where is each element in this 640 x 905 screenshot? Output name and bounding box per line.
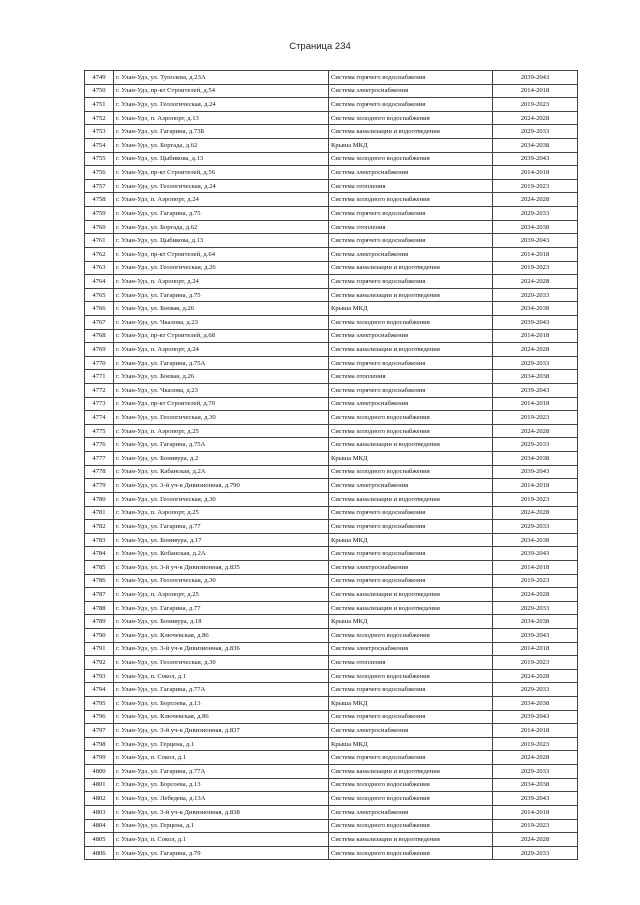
address-cell: г. Улан-Удэ, пр-кт Строителей, д.54 <box>114 84 329 98</box>
system-cell: Система холодного водоснабжения <box>329 152 493 166</box>
system-cell: Система электроснабжения <box>329 642 493 656</box>
table-row <box>85 846 578 860</box>
row-number-cell: 4771 <box>85 370 114 384</box>
repair-schedule-table <box>84 70 578 860</box>
row-number-cell: 4796 <box>85 710 114 724</box>
table-body <box>85 71 578 860</box>
system-cell: Система электроснабжения <box>329 329 493 343</box>
row-number-cell: 4789 <box>85 615 114 629</box>
row-number-cell: 4772 <box>85 384 114 398</box>
row-number-cell: 4805 <box>85 833 114 847</box>
system-cell: Система канализации и водоотведения <box>329 125 493 139</box>
period-cell: 2019-2023 <box>493 574 578 588</box>
period-cell: 2039-2043 <box>493 384 578 398</box>
row-number-cell: 4786 <box>85 574 114 588</box>
table-row <box>85 288 578 302</box>
table-row <box>85 193 578 207</box>
row-number-cell: 4797 <box>85 724 114 738</box>
period-cell: 2034-2038 <box>493 533 578 547</box>
address-cell: г. Улан-Удэ, п. Аэропорт, д.25 <box>114 424 329 438</box>
address-cell: г. Улан-Удэ, пр-кт Строителей, д.68 <box>114 329 329 343</box>
address-cell: г. Улан-Удэ, ул. Гагарина, д.77А <box>114 765 329 779</box>
period-cell: 2014-2018 <box>493 479 578 493</box>
address-cell: г. Улан-Удэ, ул. Гагарина, д.73Б <box>114 125 329 139</box>
row-number-cell: 4784 <box>85 547 114 561</box>
address-cell: г. Улан-Удэ, ул. Ключевская, д.86 <box>114 628 329 642</box>
system-cell: Система горячего водоснабжения <box>329 71 493 85</box>
system-cell: Система холодного водоснабжения <box>329 819 493 833</box>
address-cell: г. Улан-Удэ, ул. Боргада, д.62 <box>114 220 329 234</box>
system-cell: Система холодного водоснабжения <box>329 669 493 683</box>
period-cell: 2034-2038 <box>493 615 578 629</box>
period-cell: 2024-2028 <box>493 193 578 207</box>
table-row <box>85 152 578 166</box>
period-cell: 2014-2018 <box>493 560 578 574</box>
address-cell: г. Улан-Удэ, ул. Гагарина, д.75 <box>114 288 329 302</box>
row-number-cell: 4755 <box>85 152 114 166</box>
address-cell: г. Улан-Удэ, ул. Кабанская, д.2А <box>114 465 329 479</box>
system-cell: Система горячего водоснабжения <box>329 683 493 697</box>
row-number-cell: 4781 <box>85 506 114 520</box>
row-number-cell: 4806 <box>85 846 114 860</box>
address-cell: г. Улан-Удэ, ул. Гагарина, д.75А <box>114 356 329 370</box>
period-cell: 2029-2033 <box>493 438 578 452</box>
row-number-cell: 4799 <box>85 751 114 765</box>
address-cell: г. Улан-Удэ, п. Аэропорт, д.24 <box>114 343 329 357</box>
system-cell: Система горячего водоснабжения <box>329 506 493 520</box>
address-cell: г. Улан-Удэ, ул. Бонивура, д.18 <box>114 615 329 629</box>
system-cell: Система горячего водоснабжения <box>329 98 493 112</box>
address-cell: г. Улан-Удэ, ул. Геологическая, д.30 <box>114 574 329 588</box>
system-cell: Система отопления <box>329 179 493 193</box>
table-row <box>85 384 578 398</box>
table-row <box>85 765 578 779</box>
row-number-cell: 4776 <box>85 438 114 452</box>
table-row <box>85 424 578 438</box>
system-cell: Система канализации и водоотведения <box>329 438 493 452</box>
period-cell: 2024-2028 <box>493 111 578 125</box>
system-cell: Система электроснабжения <box>329 166 493 180</box>
table-row <box>85 275 578 289</box>
row-number-cell: 4802 <box>85 792 114 806</box>
table-row <box>85 574 578 588</box>
address-cell: г. Улан-Удэ, п. Аэропорт, д.25 <box>114 588 329 602</box>
system-cell: Система горячего водоснабжения <box>329 356 493 370</box>
address-cell: г. Улан-Удэ, ул. Гагарина, д.77 <box>114 520 329 534</box>
table-row <box>85 656 578 670</box>
address-cell: г. Улан-Удэ, п. Аэропорт, д.24 <box>114 193 329 207</box>
address-cell: г. Улан-Удэ, пр-кт Строителей, д.70 <box>114 397 329 411</box>
period-cell: 2014-2018 <box>493 329 578 343</box>
address-cell: г. Улан-Удэ, ул. Боевая, д.26 <box>114 302 329 316</box>
period-cell: 2024-2028 <box>493 343 578 357</box>
row-number-cell: 4788 <box>85 601 114 615</box>
table-row <box>85 479 578 493</box>
address-cell: г. Улан-Удэ, п. Сокол, д.1 <box>114 751 329 765</box>
period-cell: 2039-2043 <box>493 792 578 806</box>
period-cell: 2019-2023 <box>493 492 578 506</box>
row-number-cell: 4782 <box>85 520 114 534</box>
table-row <box>85 520 578 534</box>
table-row <box>85 724 578 738</box>
address-cell: г. Улан-Удэ, ул. Чкалова, д.23 <box>114 315 329 329</box>
system-cell: Система холодного водоснабжения <box>329 465 493 479</box>
table-row <box>85 139 578 153</box>
table-row <box>85 833 578 847</box>
table-row <box>85 343 578 357</box>
row-number-cell: 4785 <box>85 560 114 574</box>
table-row <box>85 465 578 479</box>
period-cell: 2019-2023 <box>493 98 578 112</box>
address-cell: г. Улан-Удэ, п. Аэропорт, д.25 <box>114 506 329 520</box>
address-cell: г. Улан-Удэ, п. Аэропорт, д.13 <box>114 111 329 125</box>
row-number-cell: 4795 <box>85 697 114 711</box>
period-cell: 2029-2033 <box>493 207 578 221</box>
address-cell: г. Улан-Удэ, ул. Гагарина, д.77А <box>114 683 329 697</box>
system-cell: Система канализации и водоотведения <box>329 601 493 615</box>
system-cell: Система горячего водоснабжения <box>329 207 493 221</box>
period-cell: 2019-2023 <box>493 179 578 193</box>
system-cell: Система горячего водоснабжения <box>329 275 493 289</box>
table-row <box>85 669 578 683</box>
system-cell: Система холодного водоснабжения <box>329 424 493 438</box>
period-cell: 2024-2028 <box>493 833 578 847</box>
period-cell: 2014-2018 <box>493 724 578 738</box>
row-number-cell: 4773 <box>85 397 114 411</box>
period-cell: 2039-2043 <box>493 234 578 248</box>
table-row <box>85 697 578 711</box>
system-cell: Крыша МКД <box>329 452 493 466</box>
period-cell: 2019-2023 <box>493 261 578 275</box>
table-row <box>85 615 578 629</box>
system-cell: Крыша МКД <box>329 697 493 711</box>
system-cell: Система канализации и водоотведения <box>329 261 493 275</box>
period-cell: 2014-2018 <box>493 397 578 411</box>
table-row <box>85 683 578 697</box>
table-row <box>85 179 578 193</box>
period-cell: 2039-2043 <box>493 71 578 85</box>
system-cell: Крыша МКД <box>329 615 493 629</box>
system-cell: Система электроснабжения <box>329 805 493 819</box>
system-cell: Система электроснабжения <box>329 397 493 411</box>
address-cell: г. Улан-Удэ, ул. Боргада, д.62 <box>114 139 329 153</box>
address-cell: г. Улан-Удэ, п. Сокол, д.1 <box>114 833 329 847</box>
table-row <box>85 220 578 234</box>
period-cell: 2019-2023 <box>493 737 578 751</box>
system-cell: Система горячего водоснабжения <box>329 574 493 588</box>
period-cell: 2034-2038 <box>493 139 578 153</box>
system-cell: Система канализации и водоотведения <box>329 288 493 302</box>
period-cell: 2034-2038 <box>493 452 578 466</box>
system-cell: Система отопления <box>329 370 493 384</box>
row-number-cell: 4752 <box>85 111 114 125</box>
period-cell: 2029-2033 <box>493 601 578 615</box>
address-cell: г. Улан-Удэ, ул. Боевая, д.26 <box>114 370 329 384</box>
table-row <box>85 166 578 180</box>
address-cell: г. Улан-Удэ, ул. 3-й уч-к Дивизионная, д.838 <box>114 805 329 819</box>
table-row <box>85 98 578 112</box>
period-cell: 2014-2018 <box>493 805 578 819</box>
row-number-cell: 4767 <box>85 315 114 329</box>
row-number-cell: 4756 <box>85 166 114 180</box>
row-number-cell: 4803 <box>85 805 114 819</box>
system-cell: Система электроснабжения <box>329 479 493 493</box>
row-number-cell: 4791 <box>85 642 114 656</box>
row-number-cell: 4754 <box>85 139 114 153</box>
address-cell: г. Улан-Удэ, ул. 3-й уч-к Дивизионная, д.790 <box>114 479 329 493</box>
table-row <box>85 207 578 221</box>
table-row <box>85 805 578 819</box>
period-cell: 2029-2033 <box>493 288 578 302</box>
address-cell: г. Улан-Удэ, ул. Борсоева, д.13 <box>114 697 329 711</box>
table-row <box>85 628 578 642</box>
system-cell: Крыша МКД <box>329 737 493 751</box>
address-cell: г. Улан-Удэ, ул. Цыбикова, д.13 <box>114 234 329 248</box>
row-number-cell: 4758 <box>85 193 114 207</box>
row-number-cell: 4798 <box>85 737 114 751</box>
row-number-cell: 4765 <box>85 288 114 302</box>
row-number-cell: 4762 <box>85 247 114 261</box>
system-cell: Крыша МКД <box>329 533 493 547</box>
table-row <box>85 247 578 261</box>
address-cell: г. Улан-Удэ, пр-кт Строителей, д.56 <box>114 166 329 180</box>
table-row <box>85 560 578 574</box>
address-cell: г. Улан-Удэ, ул. Кобанская, д.2А <box>114 547 329 561</box>
period-cell: 2024-2028 <box>493 275 578 289</box>
table-row <box>85 370 578 384</box>
period-cell: 2029-2033 <box>493 765 578 779</box>
system-cell: Система канализации и водоотведения <box>329 343 493 357</box>
system-cell: Система горячего водоснабжения <box>329 710 493 724</box>
row-number-cell: 4775 <box>85 424 114 438</box>
row-number-cell: 4793 <box>85 669 114 683</box>
system-cell: Система электроснабжения <box>329 724 493 738</box>
address-cell: г. Улан-Удэ, п. Аэропорт, д.24 <box>114 275 329 289</box>
address-cell: г. Улан-Удэ, ул. Бонивура, д.17 <box>114 533 329 547</box>
period-cell: 2014-2018 <box>493 166 578 180</box>
row-number-cell: 4792 <box>85 656 114 670</box>
table-row <box>85 438 578 452</box>
row-number-cell: 4794 <box>85 683 114 697</box>
row-number-cell: 4787 <box>85 588 114 602</box>
system-cell: Система канализации и водоотведения <box>329 765 493 779</box>
period-cell: 2024-2028 <box>493 669 578 683</box>
system-cell: Система электроснабжения <box>329 84 493 98</box>
table-row <box>85 356 578 370</box>
row-number-cell: 4763 <box>85 261 114 275</box>
system-cell: Система электроснабжения <box>329 560 493 574</box>
table-row <box>85 533 578 547</box>
row-number-cell: 4801 <box>85 778 114 792</box>
row-number-cell: 4783 <box>85 533 114 547</box>
period-cell: 2039-2043 <box>493 710 578 724</box>
address-cell: г. Улан-Удэ, ул. Гагарина, д.77 <box>114 601 329 615</box>
system-cell: Система канализации и водоотведения <box>329 833 493 847</box>
row-number-cell: 4778 <box>85 465 114 479</box>
address-cell: г. Улан-Удэ, ул. Геологическая, д.24 <box>114 98 329 112</box>
row-number-cell: 4761 <box>85 234 114 248</box>
system-cell: Система отопления <box>329 656 493 670</box>
row-number-cell: 4750 <box>85 84 114 98</box>
table-row <box>85 819 578 833</box>
table-row <box>85 261 578 275</box>
system-cell: Система холодного водоснабжения <box>329 628 493 642</box>
system-cell: Система горячего водоснабжения <box>329 547 493 561</box>
address-cell: г. Улан-Удэ, ул. Ключевская, д.86 <box>114 710 329 724</box>
table-row <box>85 411 578 425</box>
row-number-cell: 4766 <box>85 302 114 316</box>
period-cell: 2029-2033 <box>493 846 578 860</box>
period-cell: 2024-2028 <box>493 424 578 438</box>
address-cell: г. Улан-Удэ, ул. Гагарина, д.79 <box>114 846 329 860</box>
row-number-cell: 4770 <box>85 356 114 370</box>
period-cell: 2034-2038 <box>493 220 578 234</box>
system-cell: Система холодного водоснабжения <box>329 778 493 792</box>
period-cell: 2029-2033 <box>493 683 578 697</box>
period-cell: 2024-2028 <box>493 751 578 765</box>
table-row <box>85 329 578 343</box>
system-cell: Система холодного водоснабжения <box>329 792 493 806</box>
system-cell: Система холодного водоснабжения <box>329 193 493 207</box>
address-cell: г. Улан-Удэ, ул. Геологическая, д.30 <box>114 411 329 425</box>
table-row <box>85 125 578 139</box>
address-cell: г. Улан-Удэ, ул. 3-й уч-к Дивизионная, д.836 <box>114 642 329 656</box>
system-cell: Система холодного водоснабжения <box>329 411 493 425</box>
row-number-cell: 4804 <box>85 819 114 833</box>
period-cell: 2014-2018 <box>493 642 578 656</box>
row-number-cell: 4790 <box>85 628 114 642</box>
address-cell: г. Улан-Удэ, ул. Чкалова, д.23 <box>114 384 329 398</box>
table-row <box>85 588 578 602</box>
row-number-cell: 4757 <box>85 179 114 193</box>
row-number-cell: 4753 <box>85 125 114 139</box>
period-cell: 2029-2033 <box>493 520 578 534</box>
row-number-cell: 4768 <box>85 329 114 343</box>
system-cell: Система отопления <box>329 220 493 234</box>
period-cell: 2024-2028 <box>493 506 578 520</box>
period-cell: 2039-2043 <box>493 315 578 329</box>
row-number-cell: 4780 <box>85 492 114 506</box>
address-cell: г. Улан-Удэ, ул. Гагарина, д.75А <box>114 438 329 452</box>
system-cell: Система канализации и водоотведения <box>329 492 493 506</box>
table-row <box>85 547 578 561</box>
system-cell: Система канализации и водоотведения <box>329 588 493 602</box>
address-cell: г. Улан-Удэ, ул. Гагарина, д.75 <box>114 207 329 221</box>
table-row <box>85 397 578 411</box>
address-cell: г. Улан-Удэ, ул. 3-й уч-к Дивизионная, д.837 <box>114 724 329 738</box>
table-row <box>85 792 578 806</box>
page-number-label: Страница 234 <box>289 41 351 52</box>
period-cell: 2029-2033 <box>493 356 578 370</box>
row-number-cell: 4751 <box>85 98 114 112</box>
address-cell: г. Улан-Удэ, ул. Туполева, д.23А <box>114 71 329 85</box>
row-number-cell: 4777 <box>85 452 114 466</box>
period-cell: 2019-2023 <box>493 819 578 833</box>
address-cell: г. Улан-Удэ, ул. Геологическая, д.30 <box>114 492 329 506</box>
address-cell: г. Улан-Удэ, ул. Борсоева, д.13 <box>114 778 329 792</box>
row-number-cell: 4779 <box>85 479 114 493</box>
period-cell: 2039-2043 <box>493 465 578 479</box>
system-cell: Система холодного водоснабжения <box>329 315 493 329</box>
period-cell: 2034-2038 <box>493 370 578 384</box>
row-number-cell: 4800 <box>85 765 114 779</box>
period-cell: 2019-2023 <box>493 656 578 670</box>
row-number-cell: 4769 <box>85 343 114 357</box>
period-cell: 2034-2038 <box>493 302 578 316</box>
table-row <box>85 111 578 125</box>
table-row <box>85 737 578 751</box>
table-row <box>85 84 578 98</box>
address-cell: г. Улан-Удэ, ул. Геологическая, д.24 <box>114 179 329 193</box>
address-cell: г. Улан-Удэ, ул. Цыбикова, д.13 <box>114 152 329 166</box>
period-cell: 2024-2028 <box>493 588 578 602</box>
table-row <box>85 751 578 765</box>
address-cell: г. Улан-Удэ, п. Сокол, д.1 <box>114 669 329 683</box>
address-cell: г. Улан-Удэ, ул. Герцена, д.1 <box>114 819 329 833</box>
system-cell: Система электроснабжения <box>329 247 493 261</box>
period-cell: 2029-2033 <box>493 125 578 139</box>
system-cell: Система холодного водоснабжения <box>329 111 493 125</box>
table-row <box>85 778 578 792</box>
system-cell: Система горячего водоснабжения <box>329 384 493 398</box>
table-row <box>85 506 578 520</box>
address-cell: г. Улан-Удэ, ул. Лебедева, д.13А <box>114 792 329 806</box>
system-cell: Система горячего водоснабжения <box>329 751 493 765</box>
period-cell: 2014-2018 <box>493 247 578 261</box>
address-cell: г. Улан-Удэ, ул. Геологическая, д.30 <box>114 656 329 670</box>
system-cell: Крыша МКД <box>329 139 493 153</box>
address-cell: г. Улан-Удэ, ул. 3-й уч-к Дивизионная, д.835 <box>114 560 329 574</box>
address-cell: г. Улан-Удэ, ул. Герцена, д.1 <box>114 737 329 751</box>
row-number-cell: 4759 <box>85 207 114 221</box>
address-cell: г. Улан-Удэ, ул. Геологическая, д.26 <box>114 261 329 275</box>
table-row <box>85 642 578 656</box>
table-row <box>85 234 578 248</box>
table-row <box>85 71 578 85</box>
system-cell: Система горячего водоснабжения <box>329 520 493 534</box>
table-row <box>85 601 578 615</box>
row-number-cell: 4774 <box>85 411 114 425</box>
period-cell: 2039-2043 <box>493 152 578 166</box>
address-cell: г. Улан-Удэ, пр-кт Строителей, д.64 <box>114 247 329 261</box>
period-cell: 2039-2043 <box>493 547 578 561</box>
address-cell: г. Улан-Удэ, ул. Бонивура, д.2 <box>114 452 329 466</box>
row-number-cell: 4749 <box>85 71 114 85</box>
table-row <box>85 315 578 329</box>
row-number-cell: 4760 <box>85 220 114 234</box>
table-row <box>85 302 578 316</box>
period-cell: 2014-2018 <box>493 84 578 98</box>
system-cell: Крыша МКД <box>329 302 493 316</box>
table-row <box>85 492 578 506</box>
system-cell: Система холодного водоснабжения <box>329 846 493 860</box>
table-row <box>85 710 578 724</box>
period-cell: 2039-2043 <box>493 628 578 642</box>
period-cell: 2034-2038 <box>493 697 578 711</box>
period-cell: 2019-2023 <box>493 411 578 425</box>
table-row <box>85 452 578 466</box>
period-cell: 2034-2038 <box>493 778 578 792</box>
system-cell: Система горячего водоснабжения <box>329 234 493 248</box>
row-number-cell: 4764 <box>85 275 114 289</box>
